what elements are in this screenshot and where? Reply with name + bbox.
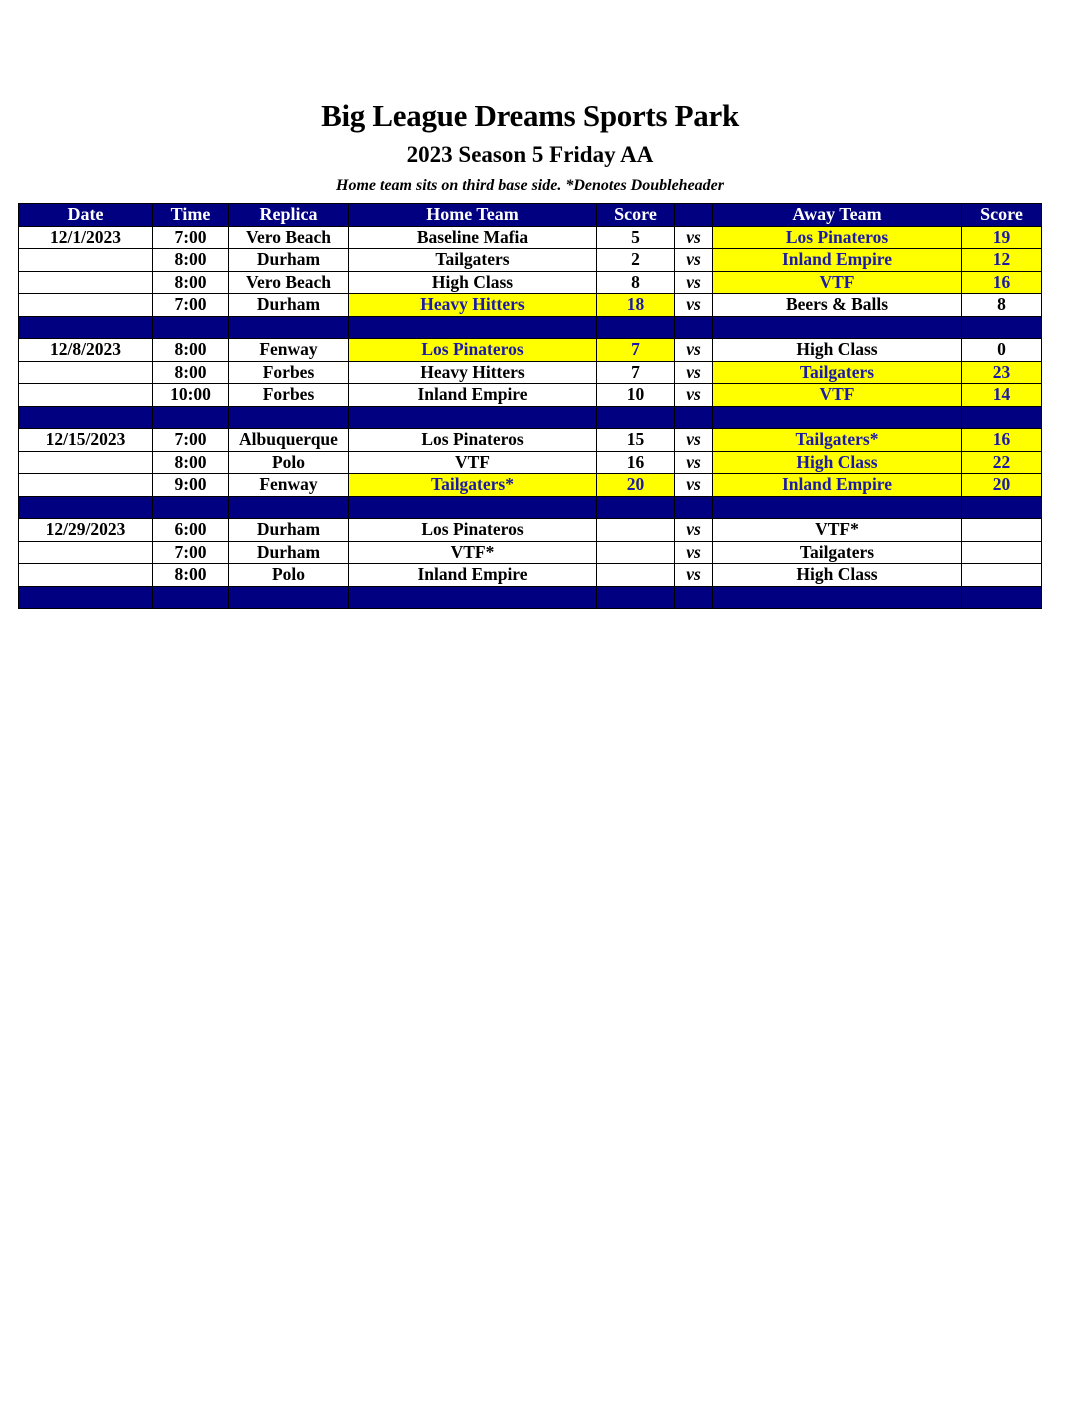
date-cell	[19, 451, 153, 474]
vs-cell: vs	[675, 519, 713, 542]
away-score-cell: 12	[962, 249, 1042, 272]
vs-cell: vs	[675, 541, 713, 564]
separator-cell	[19, 406, 153, 429]
time-cell: 7:00	[153, 226, 229, 249]
date-cell: 12/8/2023	[19, 339, 153, 362]
home-team-cell: Los Pinateros	[349, 429, 597, 452]
home-team-cell: VTF	[349, 451, 597, 474]
away-score-cell: 16	[962, 271, 1042, 294]
replica-cell: Polo	[229, 451, 349, 474]
season-subtitle: 2023 Season 5 Friday AA	[406, 142, 654, 167]
group-separator-row	[19, 586, 1042, 609]
away-team-cell: High Class	[713, 339, 962, 362]
separator-cell	[349, 316, 597, 339]
vs-cell: vs	[675, 429, 713, 452]
home-score-cell: 16	[597, 451, 675, 474]
separator-cell	[19, 586, 153, 609]
vs-cell: vs	[675, 564, 713, 587]
game-row	[19, 519, 1042, 542]
away-score-cell: 8	[962, 294, 1042, 317]
home-score-cell: 10	[597, 384, 675, 407]
vs-cell: vs	[675, 226, 713, 249]
separator-cell	[153, 586, 229, 609]
game-row	[19, 541, 1042, 564]
separator-cell	[675, 316, 713, 339]
away-score-cell	[962, 564, 1042, 587]
home-team-cell: Heavy Hitters	[349, 294, 597, 317]
header-date: Date	[19, 204, 153, 227]
separator-cell	[713, 586, 962, 609]
separator-cell	[675, 586, 713, 609]
date-cell	[19, 271, 153, 294]
time-cell: 7:00	[153, 429, 229, 452]
separator-cell	[153, 316, 229, 339]
separator-cell	[597, 316, 675, 339]
separator-cell	[713, 316, 962, 339]
replica-cell: Durham	[229, 249, 349, 272]
separator-cell	[19, 496, 153, 519]
game-row	[19, 294, 1042, 317]
date-cell	[19, 249, 153, 272]
home-score-cell: 15	[597, 429, 675, 452]
separator-cell	[597, 586, 675, 609]
separator-cell	[229, 586, 349, 609]
separator-cell	[962, 316, 1042, 339]
time-cell: 8:00	[153, 249, 229, 272]
header-replica: Replica	[229, 204, 349, 227]
home-score-cell	[597, 564, 675, 587]
replica-cell: Albuquerque	[229, 429, 349, 452]
time-cell: 10:00	[153, 384, 229, 407]
game-row	[19, 271, 1042, 294]
group-separator-row	[19, 316, 1042, 339]
time-cell: 7:00	[153, 294, 229, 317]
game-row	[19, 361, 1042, 384]
home-score-cell: 5	[597, 226, 675, 249]
schedule-table	[18, 203, 1042, 609]
header-away-team: Away Team	[713, 204, 962, 227]
time-cell: 8:00	[153, 271, 229, 294]
date-cell: 12/1/2023	[19, 226, 153, 249]
separator-cell	[675, 496, 713, 519]
away-score-cell: 19	[962, 226, 1042, 249]
game-row	[19, 451, 1042, 474]
separator-cell	[349, 586, 597, 609]
away-score-cell: 14	[962, 384, 1042, 407]
game-row	[19, 564, 1042, 587]
header-row	[19, 204, 1042, 227]
home-team-cell: Los Pinateros	[349, 519, 597, 542]
home-score-cell	[597, 541, 675, 564]
game-row	[19, 249, 1042, 272]
separator-cell	[229, 316, 349, 339]
home-score-cell	[597, 519, 675, 542]
separator-cell	[153, 496, 229, 519]
time-cell: 8:00	[153, 339, 229, 362]
doubleheader-note: Home team sits on third base side. *Denotes Doubleheader	[336, 177, 724, 194]
schedule-body	[19, 226, 1042, 609]
replica-cell: Forbes	[229, 361, 349, 384]
separator-cell	[675, 406, 713, 429]
time-cell: 6:00	[153, 519, 229, 542]
home-score-cell: 20	[597, 474, 675, 497]
separator-cell	[349, 406, 597, 429]
away-score-cell: 22	[962, 451, 1042, 474]
date-cell	[19, 384, 153, 407]
home-team-cell: VTF*	[349, 541, 597, 564]
date-cell: 12/29/2023	[19, 519, 153, 542]
replica-cell: Forbes	[229, 384, 349, 407]
away-team-cell: VTF*	[713, 519, 962, 542]
time-cell: 8:00	[153, 361, 229, 384]
home-score-cell: 18	[597, 294, 675, 317]
time-cell: 8:00	[153, 564, 229, 587]
away-score-cell: 16	[962, 429, 1042, 452]
separator-cell	[713, 496, 962, 519]
header-vs	[675, 204, 713, 227]
replica-cell: Durham	[229, 519, 349, 542]
replica-cell: Vero Beach	[229, 271, 349, 294]
page-title: Big League Dreams Sports Park	[321, 98, 739, 133]
date-cell	[19, 564, 153, 587]
game-row	[19, 474, 1042, 497]
away-score-cell: 0	[962, 339, 1042, 362]
group-separator-row	[19, 406, 1042, 429]
date-cell: 12/15/2023	[19, 429, 153, 452]
home-score-cell: 8	[597, 271, 675, 294]
separator-cell	[153, 406, 229, 429]
vs-cell: vs	[675, 249, 713, 272]
vs-cell: vs	[675, 339, 713, 362]
date-cell	[19, 541, 153, 564]
home-score-cell: 7	[597, 339, 675, 362]
away-score-cell: 20	[962, 474, 1042, 497]
separator-cell	[19, 316, 153, 339]
away-team-cell: Inland Empire	[713, 249, 962, 272]
separator-cell	[229, 406, 349, 429]
away-team-cell: Inland Empire	[713, 474, 962, 497]
away-team-cell: Tailgaters	[713, 361, 962, 384]
vs-cell: vs	[675, 361, 713, 384]
game-row	[19, 429, 1042, 452]
home-team-cell: Inland Empire	[349, 384, 597, 407]
group-separator-row	[19, 496, 1042, 519]
home-team-cell: Tailgaters	[349, 249, 597, 272]
game-row	[19, 226, 1042, 249]
separator-cell	[962, 586, 1042, 609]
time-cell: 7:00	[153, 541, 229, 564]
home-team-cell: High Class	[349, 271, 597, 294]
replica-cell: Fenway	[229, 474, 349, 497]
separator-cell	[962, 496, 1042, 519]
away-team-cell: High Class	[713, 451, 962, 474]
away-team-cell: High Class	[713, 564, 962, 587]
header-away-score: Score	[962, 204, 1042, 227]
away-score-cell: 23	[962, 361, 1042, 384]
away-team-cell: VTF	[713, 271, 962, 294]
date-cell	[19, 474, 153, 497]
vs-cell: vs	[675, 294, 713, 317]
separator-cell	[962, 406, 1042, 429]
vs-cell: vs	[675, 271, 713, 294]
home-team-cell: Baseline Mafia	[349, 226, 597, 249]
separator-cell	[597, 496, 675, 519]
header-home-score: Score	[597, 204, 675, 227]
header-time: Time	[153, 204, 229, 227]
away-team-cell: Tailgaters	[713, 541, 962, 564]
replica-cell: Durham	[229, 294, 349, 317]
header-home-team: Home Team	[349, 204, 597, 227]
separator-cell	[229, 496, 349, 519]
separator-cell	[597, 406, 675, 429]
date-cell	[19, 294, 153, 317]
home-team-cell: Los Pinateros	[349, 339, 597, 362]
home-team-cell: Heavy Hitters	[349, 361, 597, 384]
replica-cell: Vero Beach	[229, 226, 349, 249]
separator-cell	[349, 496, 597, 519]
replica-cell: Fenway	[229, 339, 349, 362]
vs-cell: vs	[675, 384, 713, 407]
away-team-cell: Tailgaters*	[713, 429, 962, 452]
away-team-cell: VTF	[713, 384, 962, 407]
game-row	[19, 384, 1042, 407]
vs-cell: vs	[675, 474, 713, 497]
away-team-cell: Beers & Balls	[713, 294, 962, 317]
separator-cell	[713, 406, 962, 429]
replica-cell: Polo	[229, 564, 349, 587]
home-team-cell: Tailgaters*	[349, 474, 597, 497]
away-score-cell	[962, 519, 1042, 542]
home-score-cell: 2	[597, 249, 675, 272]
time-cell: 9:00	[153, 474, 229, 497]
home-score-cell: 7	[597, 361, 675, 384]
time-cell: 8:00	[153, 451, 229, 474]
date-cell	[19, 361, 153, 384]
replica-cell: Durham	[229, 541, 349, 564]
away-score-cell	[962, 541, 1042, 564]
away-team-cell: Los Pinateros	[713, 226, 962, 249]
home-team-cell: Inland Empire	[349, 564, 597, 587]
game-row	[19, 339, 1042, 362]
vs-cell: vs	[675, 451, 713, 474]
